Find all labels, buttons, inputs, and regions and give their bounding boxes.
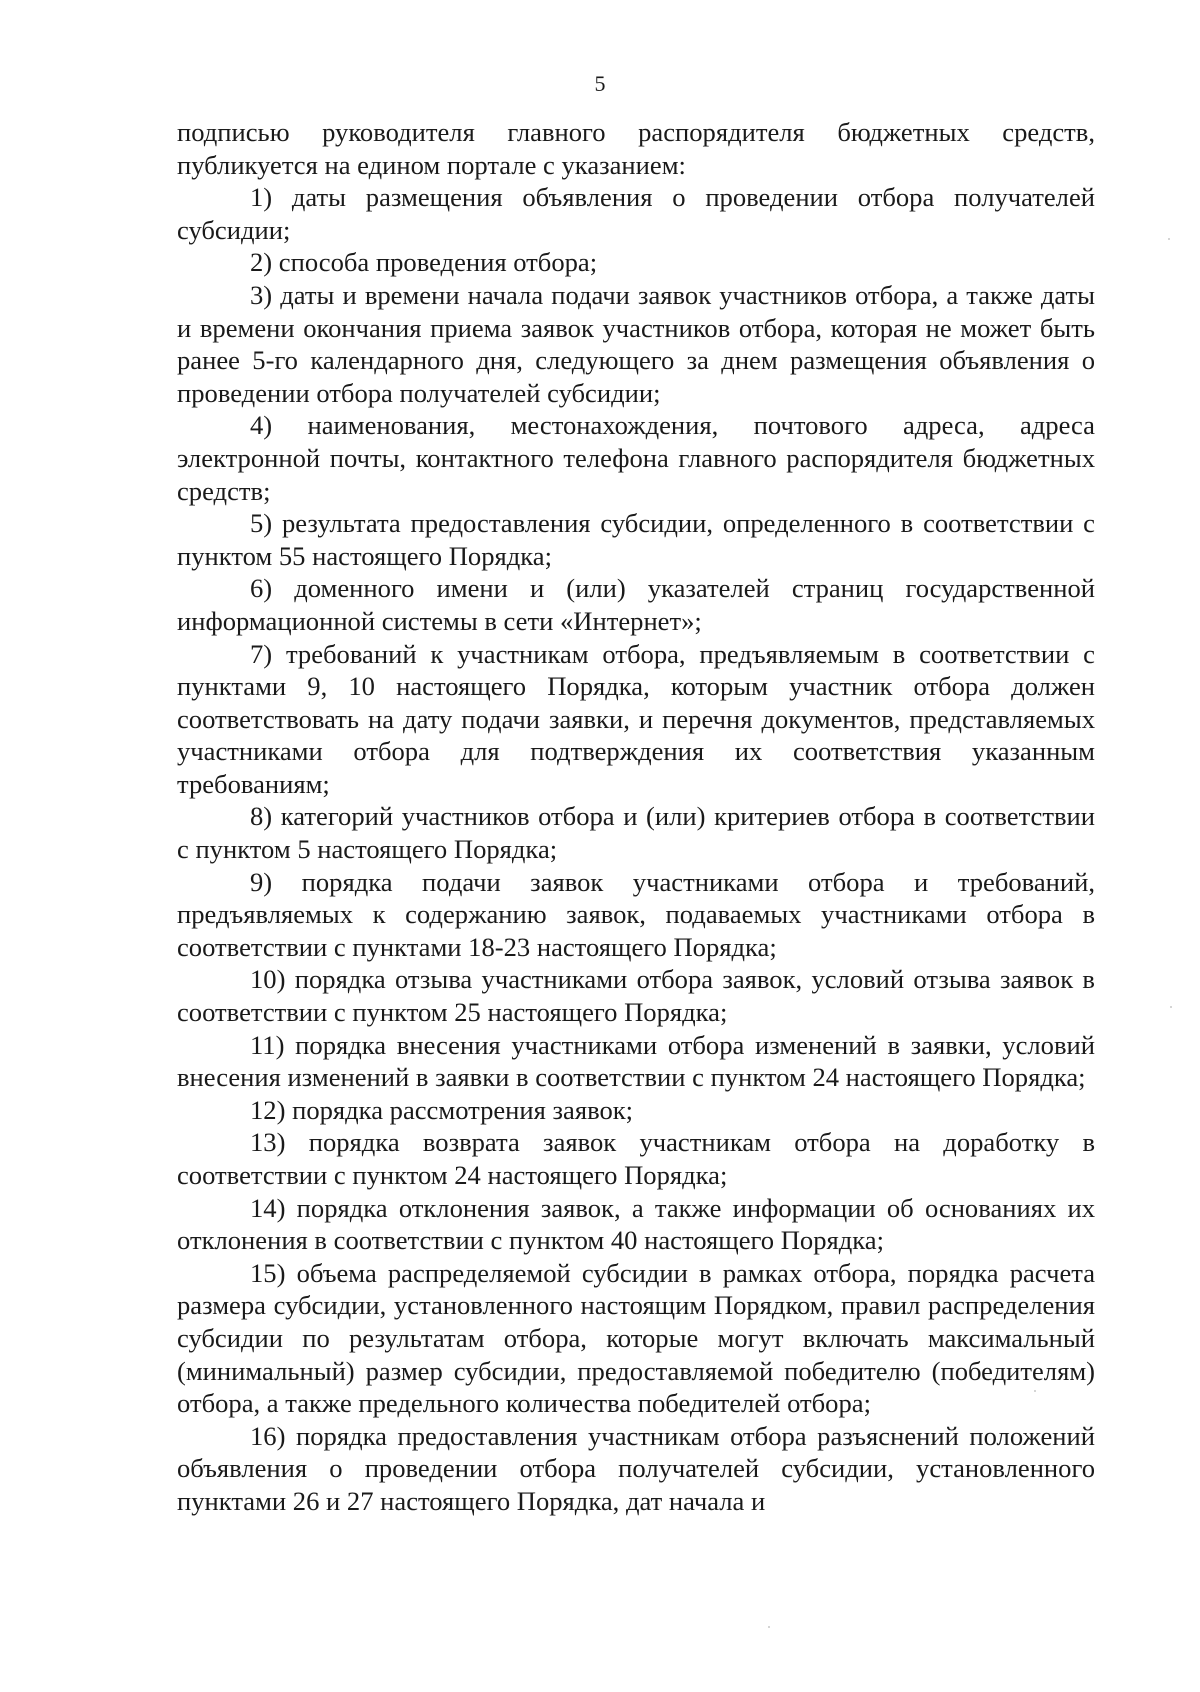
list-item-6: 6) доменного имени и (или) указателей страниц государственной информационной системы в сети «Интернет»; <box>177 573 1095 636</box>
scan-speck <box>768 1626 770 1628</box>
list-item-3: 3) даты и времени начала подачи заявок участников отбора, а также даты и времени окончания приема заявок участников отбора, которая не может быть ранее 5-го календарного дня, следующего за днем размещения объявления о проведении отбора получателей субсидии; <box>177 279 1095 408</box>
list-item-11: 11) порядка внесения участниками отбора изменений в заявки, условий внесения изменений в заявки в соответствии с пунктом 24 настоящего Порядка; <box>177 1029 1095 1093</box>
scan-speck <box>1034 1390 1036 1392</box>
page-number: 5 <box>594 71 606 96</box>
list-item-9: 9) порядка подачи заявок участниками отбора и требований, предъявляемых к содержанию заявок, подаваемых участниками отбора в соответствии с пунктами 18-23 настоящего Порядка; <box>177 866 1095 962</box>
scan-speck <box>1170 1006 1172 1008</box>
document-body <box>177 116 1095 1518</box>
list-item-1: 1) даты размещения объявления о проведении отбора получателей субсидии; <box>177 182 1095 245</box>
list-item-15: 15) объема распределяемой субсидии в рамках отбора, порядка расчета размера субсидии, установленного настоящим Порядком, правил распределения субсидии по результатам отбора, которые могут включать максимальный (минимальный) размер субсидии, предоставляемой победителю (победителям) отбора, а также предельного количества победителей отбора; <box>177 1257 1095 1419</box>
scan-speck <box>1168 238 1170 240</box>
list-item-12: 12) порядка рассмотрения заявок; <box>250 1094 634 1125</box>
list-item-8: 8) категорий участников отбора и (или) критериев отбора в соответствии с пунктом 5 настоящего Порядка; <box>177 801 1095 865</box>
list-item-5: 5) результата предоставления субсидии, определенного в соответствии с пунктом 55 настоящего Порядка; <box>177 508 1095 571</box>
list-item-13: 13) порядка возврата заявок участникам отбора на доработку в соответствии с пунктом 24 настоящего Порядка; <box>177 1127 1095 1190</box>
list-item-4: 4) наименования, местонахождения, почтового адреса, адреса электронной почты, контактного телефона главного распорядителя бюджетных средств; <box>177 410 1095 506</box>
list-item-2: 2) способа проведения отбора; <box>250 247 598 278</box>
lead-paragraph: подписью руководителя главного распорядителя бюджетных средств, публикуется на едином портале с указанием: <box>177 117 1095 180</box>
list-item-16: 16) порядка предоставления участникам отбора разъяснений положений объявления о проведении отбора получателей субсидии, установленного пунктами 26 и 27 настоящего Порядка, дат начала и <box>177 1420 1095 1516</box>
list-item-14: 14) порядка отклонения заявок, а также информации об основаниях их отклонения в соответствии с пунктом 40 настоящего Порядка; <box>177 1192 1095 1256</box>
list-item-7: 7) требований к участникам отбора, предъявляемым в соответствии с пунктами 9, 10 настоящего Порядка, которым участник отбора должен соответствовать на дату подачи заявки, и перечня документов, представляемых участниками отбора для подтверждения их соответствия указанным требованиям; <box>177 638 1095 799</box>
list-item-10: 10) порядка отзыва участниками отбора заявок, условий отзыва заявок в соответствии с пунктом 25 настоящего Порядка; <box>177 964 1095 1028</box>
